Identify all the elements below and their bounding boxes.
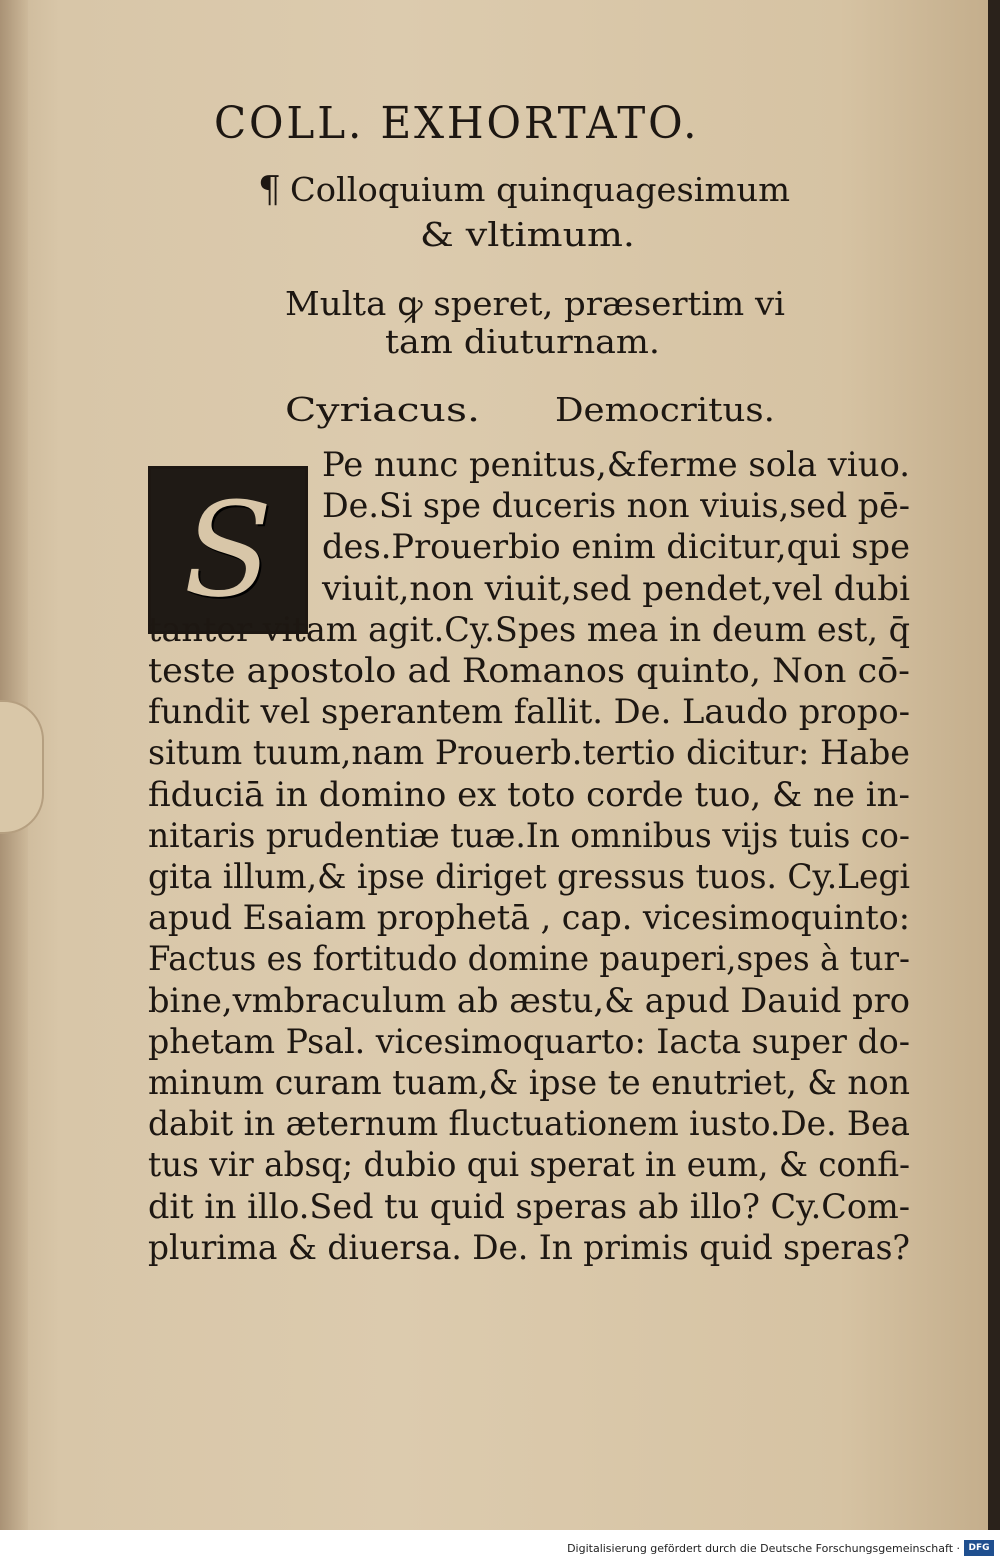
footer-bar xyxy=(0,1530,1000,1567)
body-line: minum curam tuam,& ipse te enutriet, & non xyxy=(148,1063,910,1103)
speaker-democritus: Democritus. xyxy=(555,390,775,429)
body-line: situm tuum,nam Prouerb.tertio dicitur: Habe xyxy=(148,733,910,774)
decorated-initial xyxy=(148,466,308,634)
speaker-cyriacus: Cyriacus. xyxy=(285,390,480,429)
running-head: COLL. EXHORTATO. xyxy=(214,98,700,149)
body-line: tus vir absq; dubio qui sperat in eum, & confi- xyxy=(148,1145,910,1186)
heading-line-2: & vltimum. xyxy=(420,215,635,254)
body-line: dit in illo.Sed tu quid speras ab illo? Cy.Com- xyxy=(148,1186,910,1227)
subtitle-line-2: tam diuturnam. xyxy=(385,322,660,361)
body-line: fundit vel sperantem fallit. De. Laudo propo- xyxy=(148,692,910,733)
binding-edge xyxy=(988,0,1000,1530)
body-line: Pe nunc penitus,&ferme sola viuo. xyxy=(322,445,910,485)
body-line: apud Esaiam prophetā , cap. vicesimoquinto: xyxy=(148,898,910,939)
footer-credit: Digitalisierung gefördert durch die Deutsche Forschungsgemeinschaft · xyxy=(567,1542,960,1555)
body-line: bine,vmbraculum ab æstu,& apud Dauid pro xyxy=(148,980,910,1021)
body-line: gita illum,& ipse diriget gressus tuos. Cy.Legi xyxy=(148,857,910,897)
body-line: phetam Psal. vicesimoquarto: Iacta super do- xyxy=(148,1021,910,1062)
body-line: nitaris prudentiæ tuæ.In omnibus vijs tuis co- xyxy=(148,815,910,856)
body-line: De.Si spe duceris non viuis,sed pē- xyxy=(322,486,910,527)
body-line: des.Prouerbio enim dicitur,qui spe xyxy=(322,527,910,568)
body-line: plurima & diuersa. De. In primis quid speras? xyxy=(148,1227,910,1268)
dfg-logo: DFG xyxy=(964,1540,994,1556)
subtitle-line-1: Multa ꝙ speret, præsertim vi xyxy=(285,284,785,323)
body-line: teste apostolo ad Romanos quinto, Non cō- xyxy=(148,651,910,691)
page-clip xyxy=(0,700,44,834)
body-line: dabit in æternum fluctuationem iusto.De. Bea xyxy=(148,1104,910,1145)
drop-cap-letter: S xyxy=(183,474,273,626)
heading-line-1: Colloquium quinquagesimum xyxy=(290,170,790,209)
body-line: viuit,non viuit,sed pendet,vel dubi xyxy=(322,568,910,609)
body-line: fiduciā in domino ex toto corde tuo, & ne in- xyxy=(148,774,910,815)
body-line: Factus es fortitudo domine pauperi,spes à tur- xyxy=(148,939,910,980)
paragraph-mark-icon: ¶ xyxy=(258,170,281,211)
body-line: tanter vitam agit.Cy.Spes mea in deum est, q̄ xyxy=(148,609,910,650)
